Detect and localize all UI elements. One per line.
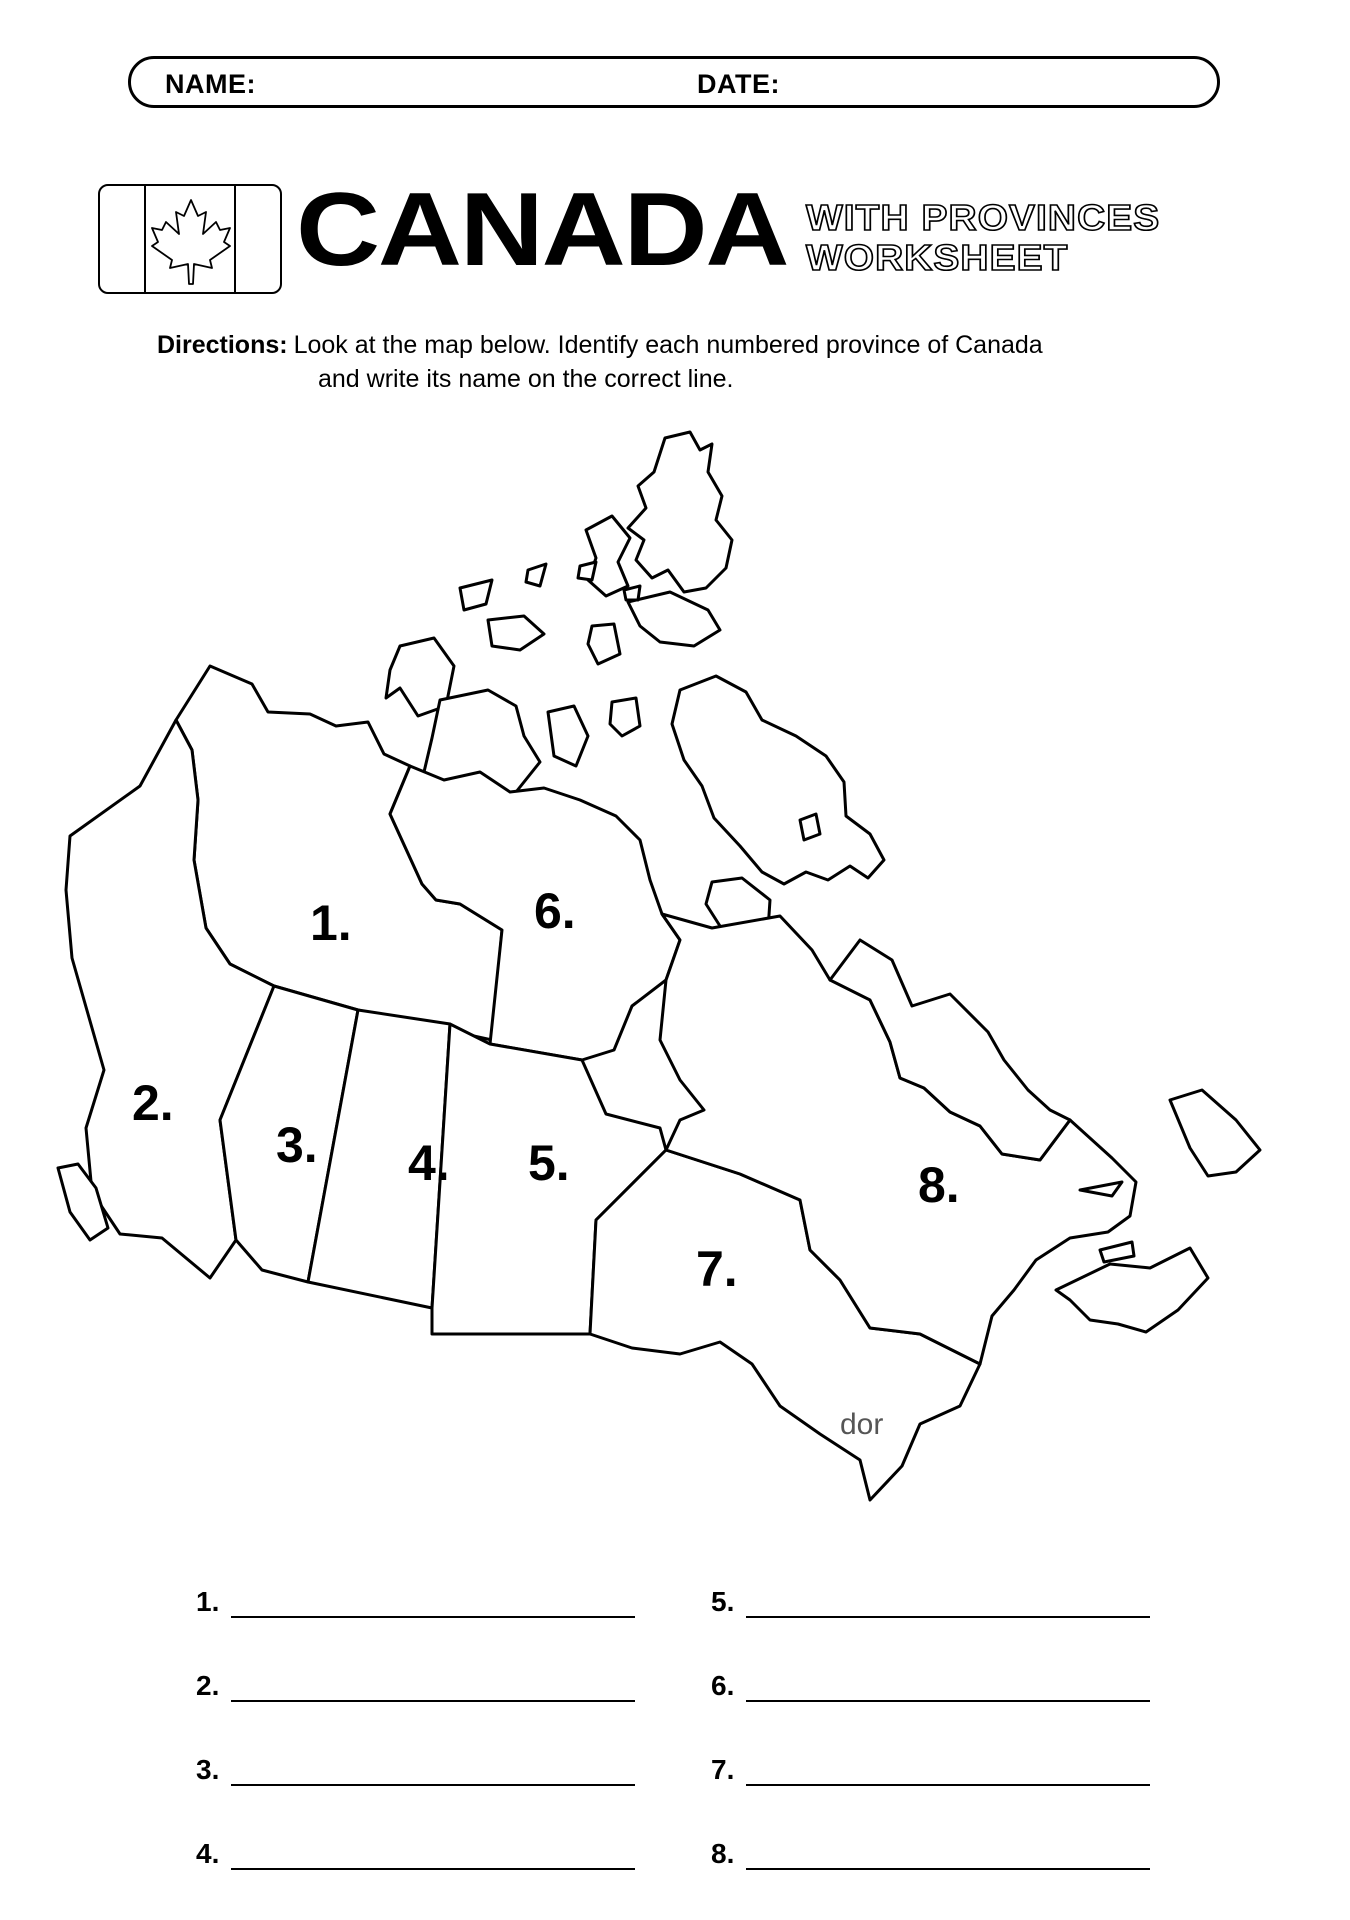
answer-row-5 — [711, 1586, 1150, 1618]
island-small-1 — [526, 564, 546, 586]
date-label: DATE: — [697, 69, 780, 99]
page-title: CANADA — [296, 172, 788, 288]
island-small-5 — [588, 624, 620, 664]
island-axel-heiberg — [586, 516, 630, 596]
answer-number-4: 4. — [196, 1838, 220, 1869]
region-maritimes — [1056, 1248, 1208, 1332]
island-somerset — [610, 698, 640, 736]
island-small-2 — [460, 580, 492, 610]
map-label-5: 5. — [528, 1135, 570, 1191]
flag-right-band — [234, 186, 280, 292]
map-label-4: 4. — [408, 1135, 450, 1191]
name-label: NAME: — [165, 69, 256, 99]
answer-row-8 — [711, 1838, 1150, 1870]
map-stray-text: dor — [840, 1408, 884, 1441]
island-small-7 — [800, 814, 820, 840]
answer-line-7[interactable] — [746, 1758, 1150, 1786]
island-prince-of-wales — [548, 706, 588, 766]
answer-number-5: 5. — [711, 1586, 735, 1617]
answer-number-6: 6. — [711, 1670, 735, 1701]
island-small-3 — [578, 562, 596, 580]
answer-row-7 — [711, 1754, 1150, 1786]
answer-number-2: 2. — [196, 1670, 220, 1701]
island-newfoundland — [1170, 1090, 1260, 1176]
map-label-7: 7. — [696, 1241, 738, 1297]
island-pei — [1100, 1242, 1134, 1262]
answer-line-4[interactable] — [231, 1842, 635, 1870]
answer-row-6 — [711, 1670, 1150, 1702]
answer-line-1[interactable] — [231, 1590, 635, 1618]
map-label-6: 6. — [534, 883, 576, 939]
answer-line-6[interactable] — [746, 1674, 1150, 1702]
answer-row-1 — [196, 1586, 635, 1618]
canada-map — [40, 420, 1320, 1520]
answer-row-2 — [196, 1670, 635, 1702]
map-label-8: 8. — [918, 1157, 960, 1213]
answer-number-7: 7. — [711, 1754, 735, 1785]
island-baffin — [672, 676, 884, 884]
map-label-1: 1. — [310, 895, 352, 951]
answer-number-1: 1. — [196, 1586, 220, 1617]
answer-row-3 — [196, 1754, 635, 1786]
map-label-2: 2. — [132, 1075, 174, 1131]
island-small-4 — [624, 586, 640, 600]
map-label-3: 3. — [276, 1117, 318, 1173]
subtitle-line-1: WITH PROVINCES — [806, 197, 1161, 238]
directions-text-line-1: Look at the map below. Identify each numbered province of Canada — [293, 331, 1043, 359]
directions-text-line-2: and write its name on the correct line. — [318, 365, 734, 393]
answer-number-8: 8. — [711, 1838, 735, 1869]
answer-line-5[interactable] — [746, 1590, 1150, 1618]
maple-leaf-icon — [146, 192, 236, 288]
answer-row-4 — [196, 1838, 635, 1870]
answer-line-2[interactable] — [231, 1674, 635, 1702]
subtitle-line-2: WORKSHEET — [806, 237, 1069, 278]
name-date-bar — [128, 56, 1220, 108]
answer-line-8[interactable] — [746, 1842, 1150, 1870]
directions — [157, 328, 1043, 396]
flag-left-band — [100, 186, 146, 292]
answer-line-3[interactable] — [231, 1758, 635, 1786]
directions-label: Directions: — [157, 331, 288, 359]
island-melville — [488, 616, 544, 650]
answer-number-3: 3. — [196, 1754, 220, 1785]
canada-flag-icon — [98, 184, 282, 294]
island-ellesmere — [628, 432, 732, 592]
island-devon — [628, 592, 720, 646]
